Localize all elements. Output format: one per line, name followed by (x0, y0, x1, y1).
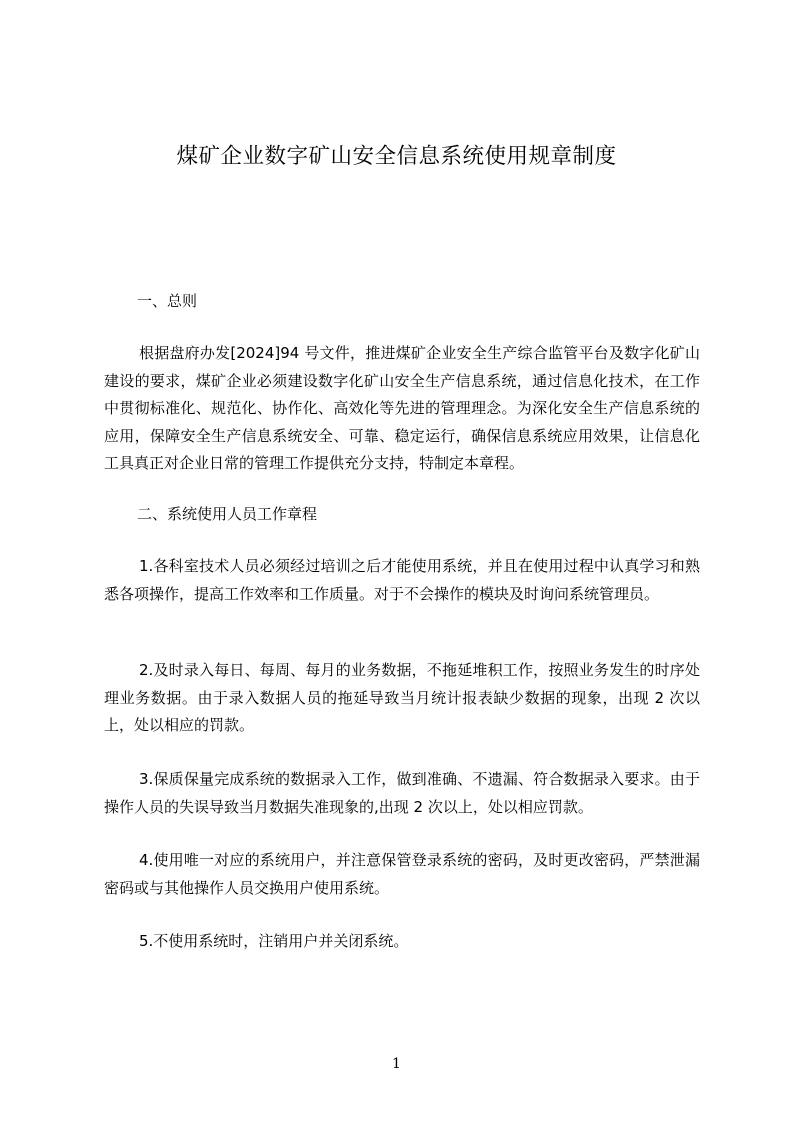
document-title: 煤矿企业数字矿山安全信息系统使用规章制度 (176, 144, 617, 169)
rule-item-5: 5.不使用系统时，注销用户并关闭系统。 (139, 932, 409, 950)
rule-item-3: 3.保质保量完成系统的数据录入工作，做到准确、不遗漏、符合数据录入要求。由于操作人员的失误导致当月数据失准现象的,出现 2 次以上，处以相应罚款。 (104, 770, 700, 816)
paragraph-general: 根据盘府办发[2024]94 号文件，推进煤矿企业安全生产综合监管平台及数字化矿山建设的要求，煤矿企业必须建设数字化矿山安全生产信息系统，通过信息化技术，在工作中贯彻标准化、规范化、协作化、高效化等先进的管理理念。为深化安全生产信息系统的应用，保障安全生产信息系统安全、可靠、稳定运行，确保信息系统应用效果，让信息化工具真正对企业日常的管理工作提供充分支持，特制定本章程。 (104, 344, 700, 472)
page-number: 1 (392, 1056, 401, 1072)
rule-item-1: 1.各科室技术人员必须经过培训之后才能使用系统，并且在使用过程中认真学习和熟悉各项操作，提高工作效率和工作质量。对于不会操作的模块及时询问系统管理员。 (104, 557, 700, 603)
rule-item-4: 4.使用唯一对应的系统用户，并注意保管登录系统的密码，及时更改密码，严禁泄漏密码或与其他操作人员交换用户使用系统。 (104, 851, 700, 897)
section-heading-general: 一、总则 (137, 292, 198, 310)
rule-item-2: 2.及时录入每日、每周、每月的业务数据，不拖延堆积工作，按照业务发生的时序处理业务数据。由于录入数据人员的拖延导致当月统计报表缺少数据的现象，出现 2 次以上，处以相应的罚款。 (104, 661, 700, 734)
section-heading-work-rules: 二、系统使用人员工作章程 (137, 505, 318, 523)
